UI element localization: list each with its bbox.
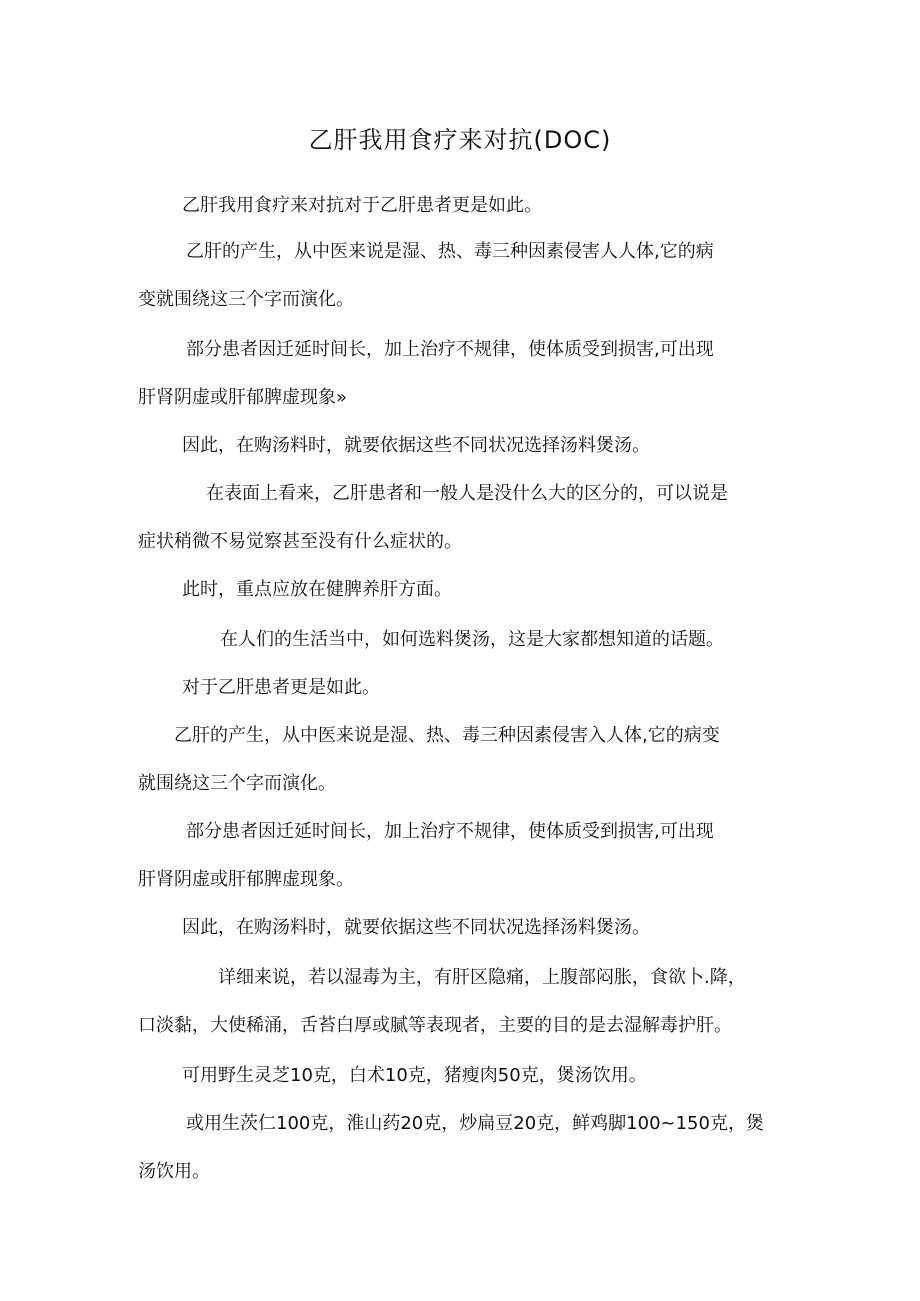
- paragraph-line: 汤饮用。: [138, 1161, 210, 1182]
- paragraph-line: 乙肝的产生，从中医来说是湿、热、毒三种因素侵害人人体,它的病: [186, 241, 714, 262]
- paragraph-line: 变就围绕这三个字而演化。: [138, 289, 354, 310]
- paragraph-line: 乙肝我用食疗来对抗对于乙肝患者更是如此。: [182, 195, 542, 216]
- paragraph-line: 肝肾阴虚或肝郁脾虚现象»: [138, 387, 348, 408]
- paragraph-line: 对于乙肝患者更是如此。: [182, 677, 380, 698]
- paragraph-line: 或用生茨仁100克，淮山药20克，炒扁豆20克，鲜鸡脚100~150克，煲: [186, 1113, 764, 1134]
- paragraph-line: 因此，在购汤料时，就要依据这些不同状况选择汤料煲汤。: [182, 435, 650, 456]
- paragraph-line: 症状稍微不易觉察甚至没有什么症状的。: [138, 531, 462, 552]
- paragraph-line: 在人们的生活当中，如何选料煲汤，这是大家都想知道的话题。: [220, 629, 724, 650]
- paragraph-line: 可用野生灵芝10克，白术10克，猪瘦肉50克，煲汤饮用。: [182, 1065, 647, 1086]
- paragraph-line: 肝肾阴虚或肝郁脾虚现象。: [138, 869, 354, 890]
- paragraph-line: 部分患者因迁延时间长，加上治疗不规律，使体质受到损害,可出现: [186, 339, 714, 360]
- paragraph-line: 详细来说，若以湿毒为主，有肝区隐痛，上腹部闷胀，食欲卜.降，: [218, 967, 746, 988]
- paragraph-line: 在表面上看来，乙肝患者和一般人是没什么大的区分的，可以说是: [206, 483, 728, 504]
- document-title: 乙肝我用食疗来对抗(DOC): [308, 126, 612, 154]
- paragraph-line: 因此，在购汤料时，就要依据这些不同状况选择汤料煲汤。: [182, 917, 650, 938]
- paragraph-line: 口淡黏，大使稀涌，舌苔白厚或腻等表现者，主要的目的是去湿解毒护肝。: [138, 1015, 732, 1036]
- paragraph-line: 部分患者因迁延时间长，加上治疗不规律，使体质受到损害,可出现: [186, 821, 714, 842]
- paragraph-line: 就围绕这三个字而演化。: [138, 773, 336, 794]
- paragraph-line: 此时，重点应放在健脾养肝方面。: [182, 579, 452, 600]
- paragraph-line: 乙肝的产生，从中医来说是湿、热、毒三种因素侵害入人体,它的病变: [174, 725, 720, 746]
